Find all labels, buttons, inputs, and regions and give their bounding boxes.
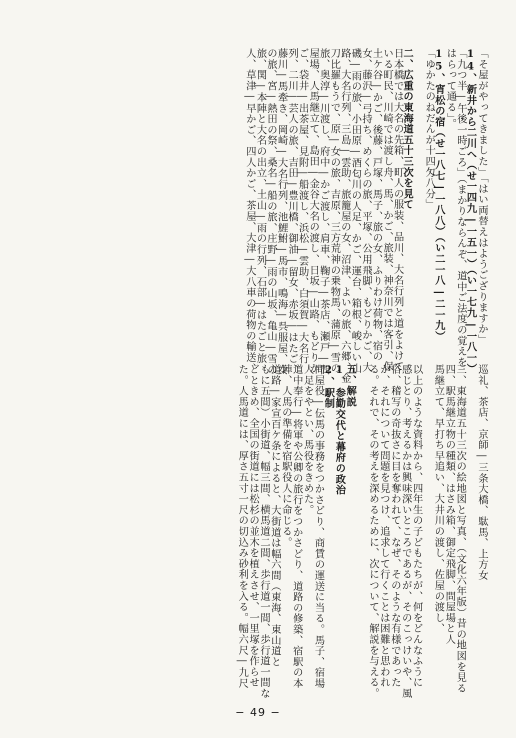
left-column-5: 馬継立て、早打ち早追い、大井川の渡し、佐屋の渡し、 — [432, 364, 444, 634]
left-column-4: 四、駅馬継立物の種類、はさみ箱、御定飛脚、問屋場と人 — [443, 364, 455, 645]
left-column-22: どときめ、全国の街道には松杉の並木を植えさせ、一里塚を作らせ — [247, 364, 259, 688]
right-column-21: の旅、宮―熱田の祭、桑名―船の旅、庄野―雨の山坂、亀山―雪の — [265, 48, 276, 376]
right-column-12: 女、藤沢―弓持ち、めくらの旅、平塚、公用飛脚、もどりかご、大 — [359, 48, 371, 373]
right-column-5: 15、宵松の宿（せ一八七―一八八）（い二一八―二一九） — [432, 48, 445, 342]
left-column-10: か、それについて問題を見つけ、追求して行くことは困難と思われ — [377, 364, 389, 688]
left-column-23: た。人馬道には、厚さ五寸一尺の切込み砂利を入る。幅六尺―九尺 — [236, 364, 248, 689]
right-column-3: 「九つ半―午後一時ごろ」（まかりならんぞ、道中ご法度の覚えを — [454, 48, 466, 368]
left-column-21: もに五間）小街道、幅三間、横馬道二間、歩行道一間、歩行道一間な — [258, 364, 269, 699]
right-column-2: 14、新井から二川へ（せ一四九―一五一）（い一七九―一八一） — [464, 48, 477, 375]
left-column-9: 俗、稽写の奇抜さに目を奪われて、なぜ、そのような有様であった — [388, 364, 400, 688]
right-column-15: 刀比羅もうで、原―女の旅、吉原、三方荒神の乗物馬、蒲原―雪の — [328, 48, 340, 374]
right-column-18: ご、袋井―出茶屋、見附―船渡し、浜松―雲助、白須賀―大名行 — [296, 48, 308, 365]
left-column-18: 道中奉行―将軍や公卿の旅行をつかさどり、道路の修築、宿駅の本 — [290, 364, 302, 689]
left-column-11: る。それで、その考えを深めるために、次について、解説を与える。 — [367, 364, 378, 699]
left-column-1: 巡礼、茶店、京師―三条大橋、駄馬、上方女 — [476, 364, 487, 581]
right-column-9: 日本橋では大名の先箱、町人の服装、品川、大名行列と道をよけて — [391, 48, 403, 372]
left-column-19: 陣、人馬の準備を宿駅役人に命じる。 — [279, 364, 291, 548]
left-column-14: 1、参勤交代と幕府の政治 — [333, 364, 346, 496]
right-column-17: 屋場、人馬継立て、島田―金谷大名の渡し、日坂―山路、もどりか — [307, 48, 319, 374]
left-column-20: 道路―家宣百ケ条によると、大街道は幅六間（東海、東山道と — [268, 364, 280, 668]
right-column-22: 旅、関―本陣と大名の出立、土山―雨の行列、石部―はたごと旅 — [254, 48, 266, 364]
right-column-6: 「ゆかたのねだんが十四匁八分」 — [423, 48, 435, 210]
right-column-19: 列、二川―芸人の旅、吉田―豊川橋、御油―留女、赤坂―はたご、 — [286, 48, 298, 376]
right-column-1: 「そ屋がやってきました」「はい両替えはようござりますか」 — [476, 48, 487, 346]
right-column-4: はらって通る」。 — [444, 48, 456, 130]
right-column-11: 土ケ谷―かご、後藤、戸塚、馬子、旅の女、ふりわけ荷物、宿の — [370, 48, 382, 362]
right-column-8: 二、広重の東海道五十三次を見て — [401, 48, 414, 210]
right-column-20: 藤川―馬牽き、岡崎―大名行列、池鯉鮒―馬市、鳴海―呉服屋、女 — [275, 48, 287, 376]
right-column-14: 路、大名行列、三島―雲助、旅籠屋の女、沼津、よいの旅、六郷、金 — [338, 48, 350, 384]
page-number: − 49 − — [235, 706, 281, 719]
left-column-3: 三、東海道五十三次の絵地図と写真、（文化六年版）昔の地図を見る — [454, 364, 466, 694]
right-column-23: 人、草津―早かご、四人かご、茶屋、大津―大八車の荷物の輸送、 — [243, 48, 255, 374]
right-column-13: 磯―雨の旅、小田原―酒匂川の人足、かご、運台、箱根、峻しい山 — [349, 48, 361, 374]
left-column-15: 2、駅制 — [322, 364, 335, 409]
left-column-7: 以上のような資料から、四年生の子どもたちが、何をどんなふうに — [410, 364, 422, 688]
right-column-10: いる町民、川崎では渡し舟、馬、かご、旅装、神奈川では客引、保 — [381, 48, 393, 372]
left-column-13: 五、解説 — [344, 364, 357, 408]
left-column-8: 感じとり、考えるかは興味深いところであるが、そのこっけいや、風 — [399, 364, 411, 699]
right-column-16: 旅、奥淳―川渡し、府中―かご渡し、肩車、鞠子―茶店、瀬戸―問 — [317, 48, 329, 376]
left-column-16: 問屋役―伝馬の事務をつかさどり、商賃の運送に当る。馬子、宿場 — [312, 364, 324, 689]
left-column-17: 人足をやとい、馬役をきめた。 — [301, 364, 313, 516]
